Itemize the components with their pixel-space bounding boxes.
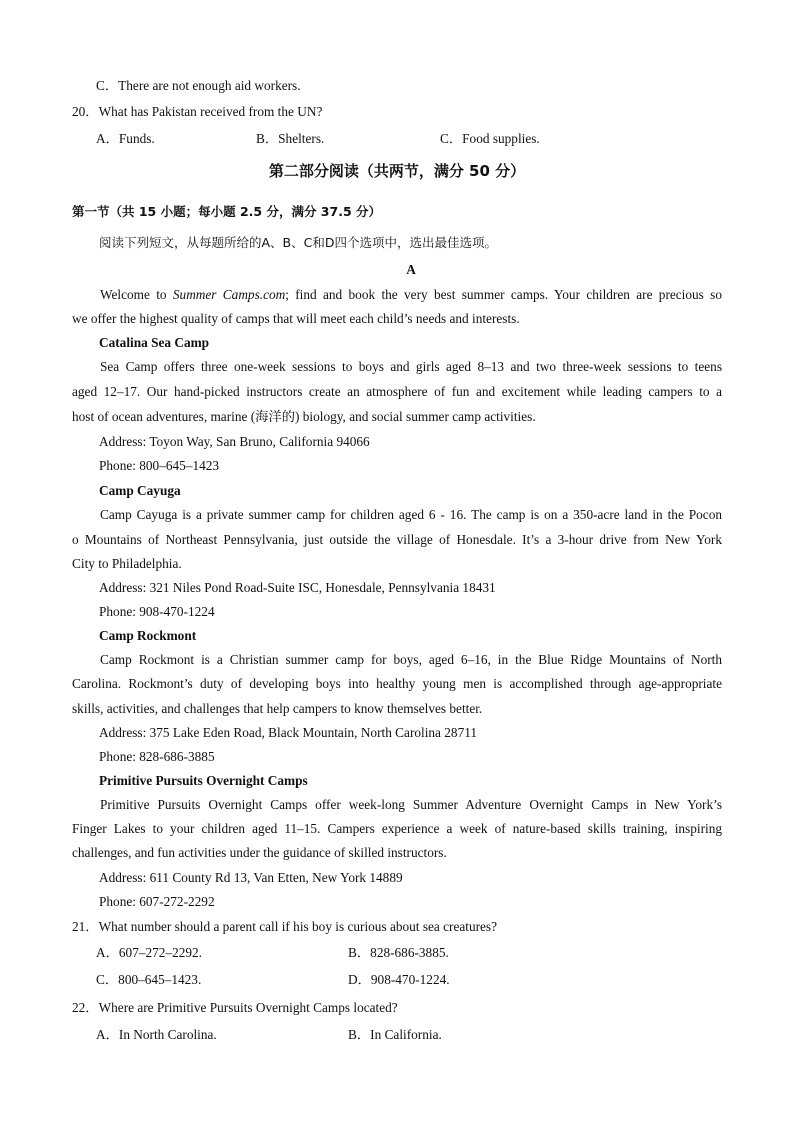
camp-desc-line: Camp Rockmont is a Christian summer camp for boys, aged 6–16, in the Blue Ridge Mountains of North [100, 652, 722, 667]
q21-option-c: C．800–645–1423. [96, 972, 202, 987]
q22-option-b: B．In California. [348, 1027, 442, 1042]
camp-phone: Phone: 908-470-1224 [99, 604, 215, 619]
camp-address: Address: 611 County Rd 13, Van Etten, New York 14889 [99, 870, 403, 885]
camp-name: Camp Cayuga [99, 483, 181, 498]
camp-desc-line: Carolina. Rockmont’s duty of developing boys into healthy young men is accomplished through age-appropriate [72, 676, 722, 691]
camp-phone: Phone: 828-686-3885 [99, 749, 215, 764]
camp-phone: Phone: 607-272-2292 [99, 894, 215, 909]
camp-desc-line: challenges, and fun activities under the guidance of skilled instructors. [72, 845, 447, 860]
q21-option-d: D．908-470-1224. [348, 972, 450, 987]
part-title: 第二部分阅读（共两节，满分 50 分） [268, 162, 526, 180]
instructions: 阅读下列短文，从每题所给的A、B、C和D四个选项中，选出最佳选项。 [99, 235, 497, 250]
camp-desc-line: Primitive Pursuits Overnight Camps offer week-long Summer Adventure Overnight Camps in New York’s [100, 797, 722, 812]
camp-desc-line: Finger Lakes to your children aged 11–15. Campers experience a week of nature-based skills training, inspiring [72, 821, 722, 836]
intro-line-2: we offer the highest quality of camps that will meet each child’s needs and interests. [72, 311, 520, 326]
q21-option-b: B．828-686-3885. [348, 945, 449, 960]
q22-question: 22．Where are Primitive Pursuits Overnight Camps located? [72, 1000, 398, 1015]
q19-option-c: C．There are not enough aid workers. [96, 78, 301, 93]
q20-option-c: C．Food supplies. [440, 131, 540, 146]
camp-address: Address: 321 Niles Pond Road-Suite ISC, Honesdale, Pennsylvania 18431 [99, 580, 496, 595]
q22-option-a: A．In North Carolina. [96, 1027, 217, 1042]
camp-desc-line: host of ocean adventures, marine (海洋的) biology, and social summer camp activities. [72, 409, 536, 424]
camp-phone: Phone: 800–645–1423 [99, 458, 220, 473]
section-title: 第一节（共 15 小题；每小题 2.5 分，满分 37.5 分） [72, 204, 381, 219]
camp-desc-line: aged 12–17. Our hand-picked instructors create an atmosphere of fun and excitement while leading campers to a [72, 384, 722, 399]
camp-desc-line: skills, activities, and challenges that help campers to know themselves better. [72, 701, 483, 716]
camp-desc-line: o Mountains of Northeast Pennsylvania, just outside the village of Honesdale. It’s a 3-hour drive from New York [72, 532, 722, 547]
camp-desc-line: Camp Cayuga is a private summer camp for children aged 6 - 16. The camp is on a 350-acre land in the Pocon [100, 507, 722, 522]
camp-address: Address: Toyon Way, San Bruno, California 94066 [99, 434, 370, 449]
camp-name: Catalina Sea Camp [99, 335, 210, 350]
q20-option-a: A．Funds. [96, 131, 155, 146]
q20-question: 20．What has Pakistan received from the UN? [72, 104, 323, 119]
camp-name: Primitive Pursuits Overnight Camps [99, 773, 308, 788]
q20-option-b: B．Shelters. [256, 131, 325, 146]
intro-text-2: ; find and book the very best summer camps. Your children are precious so [285, 287, 722, 302]
site-name: Summer Camps.com [172, 287, 286, 302]
passage-letter: A [406, 262, 416, 277]
q21-question: 21．What number should a parent call if his boy is curious about sea creatures? [72, 919, 498, 934]
intro-line-1 [72, 287, 722, 303]
camp-name: Camp Rockmont [99, 628, 197, 643]
q21-option-a: A．607–272–2292. [96, 945, 203, 960]
camp-address: Address: 375 Lake Eden Road, Black Mountain, North Carolina 28711 [99, 725, 478, 740]
camp-desc-line: City to Philadelphia. [72, 556, 182, 571]
intro-text-1: Welcome to [100, 287, 173, 302]
camp-desc-line: Sea Camp offers three one-week sessions to boys and girls aged 8–13 and two three-week sessions to teens [100, 359, 722, 374]
